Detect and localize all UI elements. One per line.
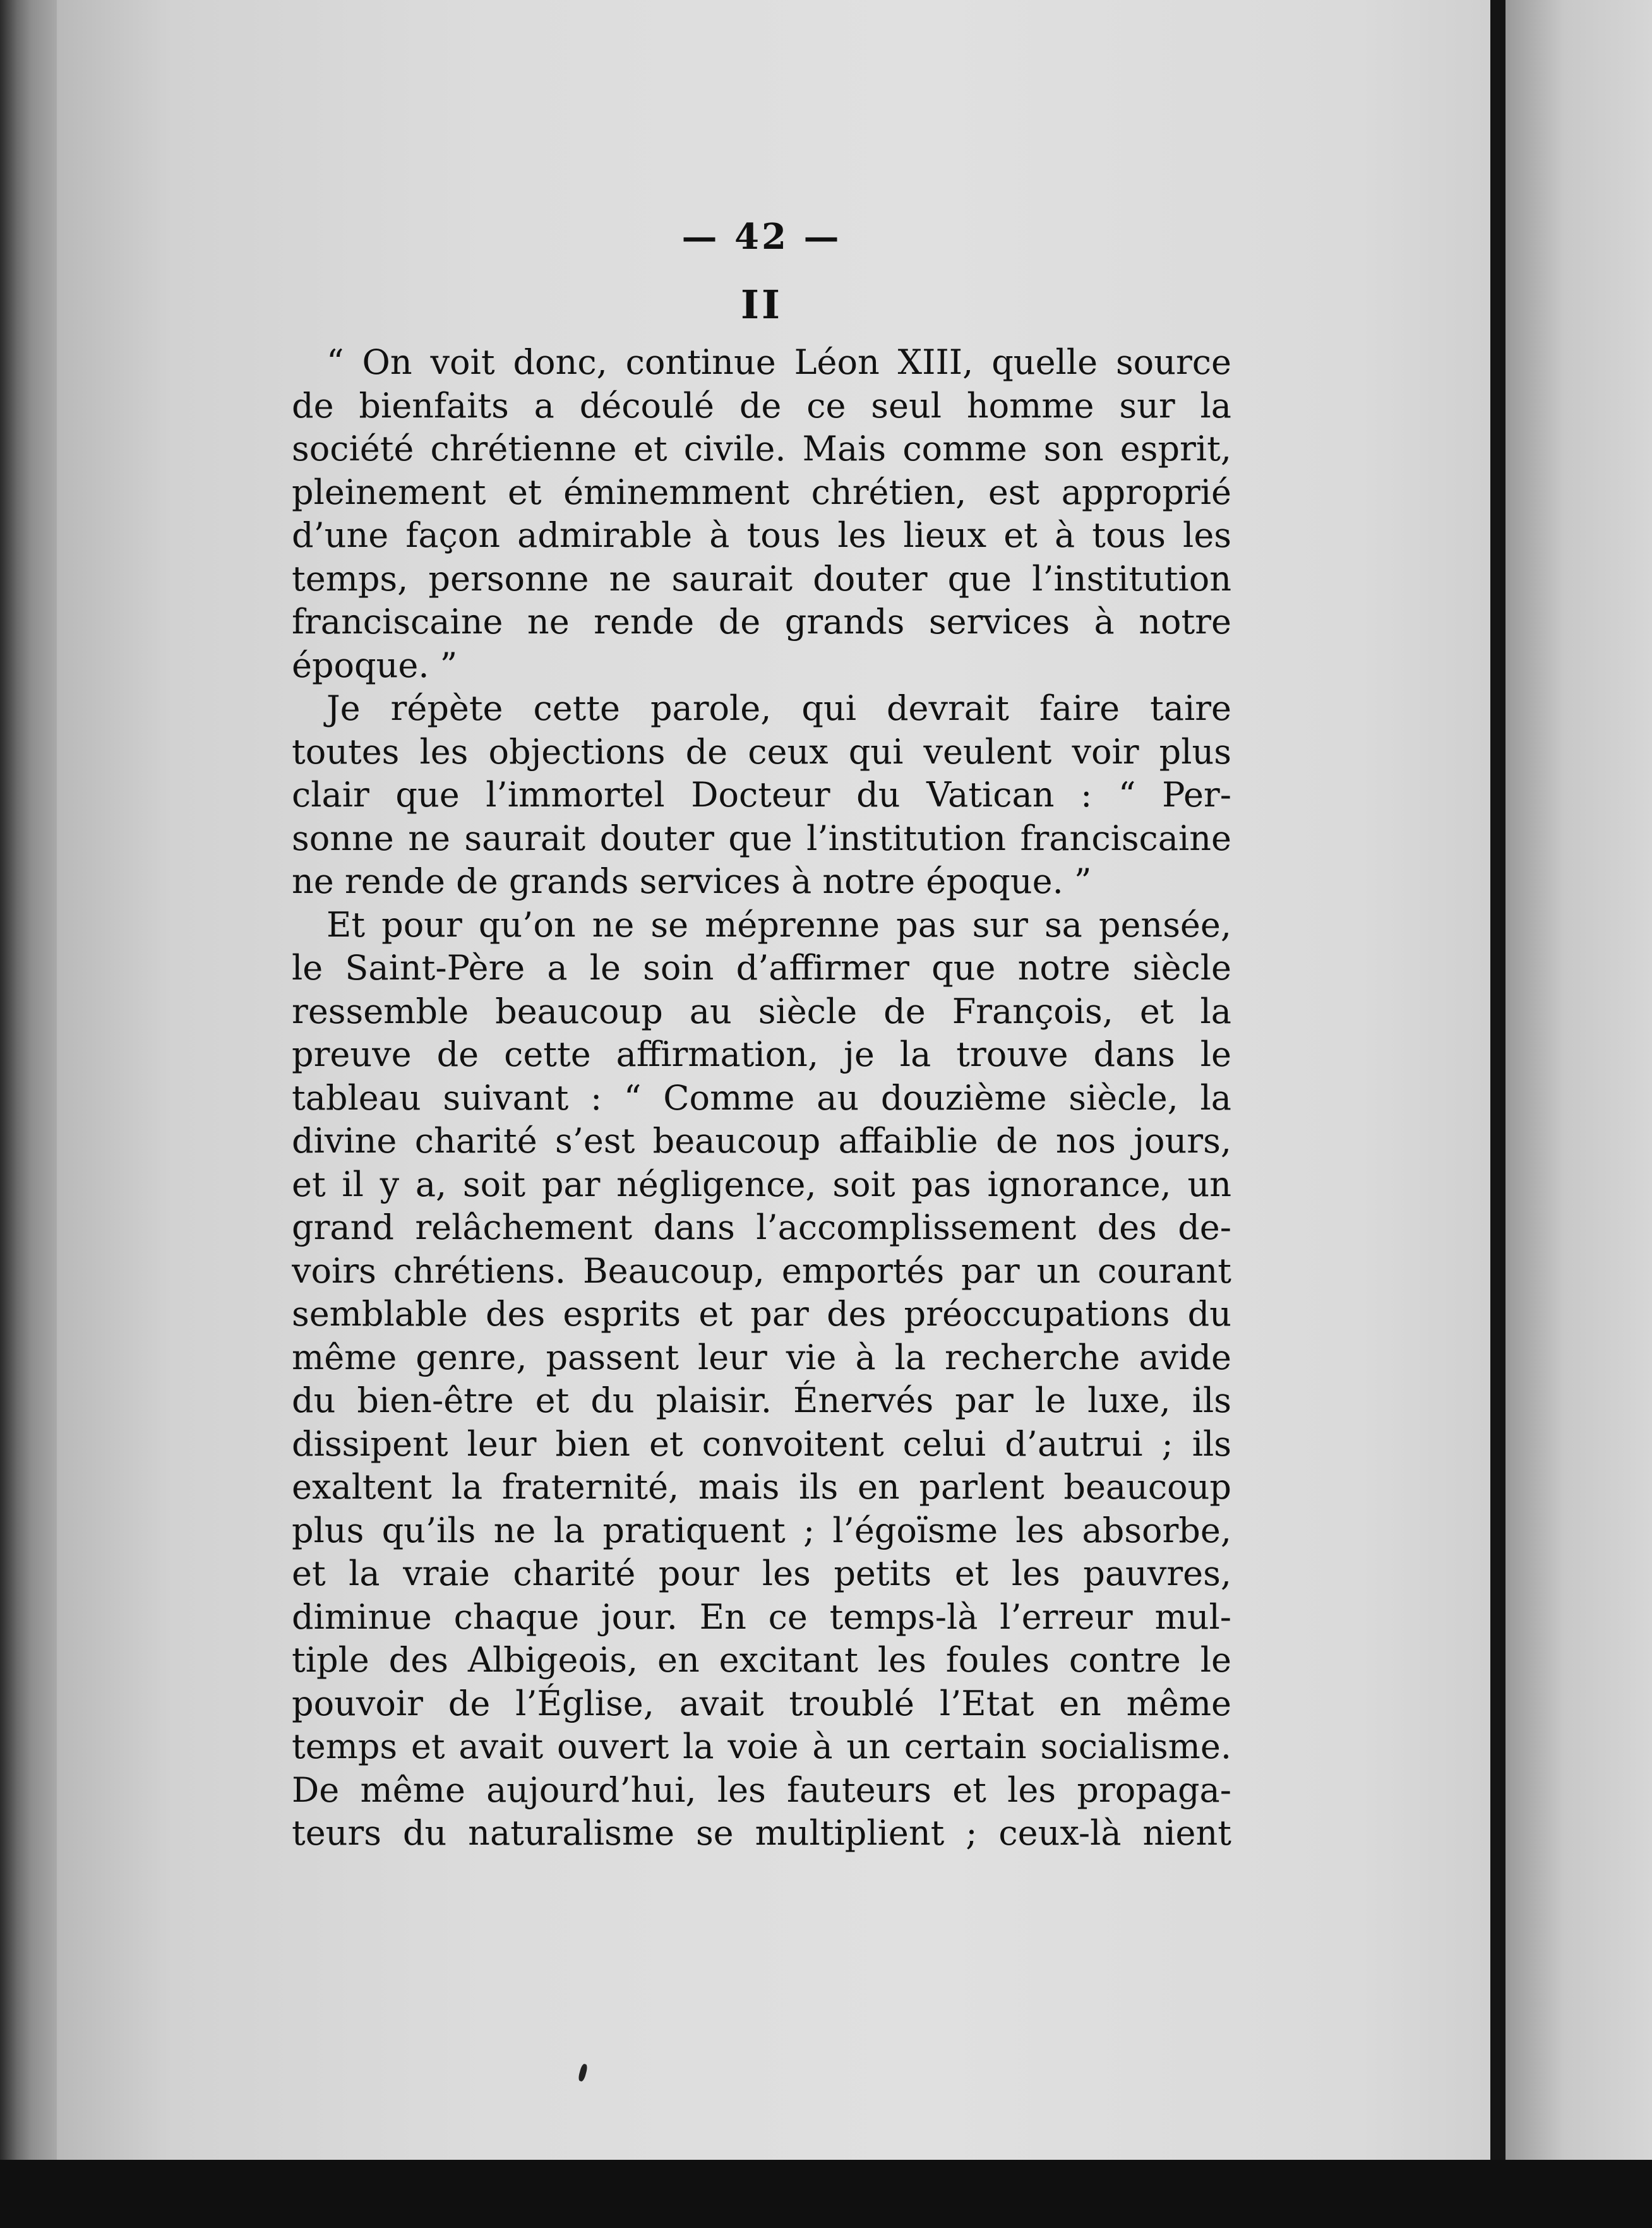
text-line: diminue chaque jour. En ce temps-là l’erreur mul- [292,1596,1231,1637]
text-line: plus qu’ils ne la pratiquent ; l’égoïsme les absorbe, [292,1510,1231,1550]
text-line: tableau suivant : “ Comme au douzième siècle, la [292,1077,1231,1118]
left-page-edge [0,0,57,2228]
text-line: même genre, passent leur vie à la recherche avide [292,1337,1231,1377]
text-line: époque. ” [292,645,458,685]
text-line: clair que l’immortel Docteur du Vatican : “ Per- [292,775,1231,815]
text-line: De même aujourd’hui, les fauteurs et les propaga- [292,1770,1231,1810]
text-line: d’une façon admirable à tous les lieux et à tous les [292,515,1231,555]
book-gutter [1490,0,1505,2228]
text-line: voirs chrétiens. Beaucoup, emportés par un courant [292,1250,1231,1291]
section-heading: II [740,282,782,328]
text-line: grand relâchement dans l’accomplissement des de- [292,1207,1231,1247]
scan-bottom-margin [0,2160,1652,2228]
text-line: de bienfaits a découlé de ce seul homme sur la [292,385,1231,426]
text-line: sonne ne saurait douter que l’institution franciscaine [292,818,1231,858]
text-line: Je répète cette parole, qui devrait faire taire [326,688,1231,728]
text-line: temps, personne ne saurait douter que l’institution [292,558,1231,599]
text-line: société chrétienne et civile. Mais comme son esprit, [292,429,1231,469]
text-line: le Saint-Père a le soin d’affirmer que notre siècle [292,948,1231,988]
text-line: dissipent leur bien et convoitent celui d’autrui ; ils [292,1423,1231,1464]
text-line: et la vraie charité pour les petits et les pauvres, [292,1554,1231,1593]
text-line: Et pour qu’on ne se méprenne pas sur sa pensée, [326,904,1231,945]
text-line: pouvoir de l’Église, avait troublé l’Etat en même [292,1683,1231,1723]
text-line: “ On voit donc, continue Léon XIII, quelle source [326,342,1231,382]
text-line: ne rende de grands services à notre époque. ” [292,861,1092,901]
text-line: divine charité s’est beaucoup affaiblie de nos jours, [292,1121,1231,1161]
text-line: du bien-être et du plaisir. Énervés par le luxe, ils [292,1381,1231,1420]
paragraph-2 [292,687,1231,904]
text-line: semblable des esprits et par des préoccupations du [292,1294,1231,1334]
text-line: ressemble beaucoup au siècle de François, et la [292,991,1231,1031]
text-line: preuve de cette affirmation, je la trouve dans le [292,1034,1231,1074]
text-line: et il y a, soit par négligence, soit pas ignorance, un [292,1164,1231,1204]
text-line: teurs du naturalisme se multiplient ; ceux-là nient [292,1813,1231,1853]
text-line: franciscaine ne rende de grands services à notre [292,602,1231,642]
paragraph-3 [292,904,1231,1855]
facing-page-edge [1505,0,1652,2166]
text-line: temps et avait ouvert la voie à un certain socialisme. [292,1727,1231,1766]
page-text [292,205,1231,1855]
text-line: toutes les objections de ceux qui veulent voir plus [292,731,1231,772]
text-line: exaltent la fraternité, mais ils en parlent beaucoup [292,1467,1231,1507]
text-line: tiple des Albigeois, en excitant les foules contre le [292,1640,1231,1680]
text-line: pleinement et éminemment chrétien, est approprié [292,472,1231,512]
paragraph-1 [292,341,1231,687]
page-number: — 42 — [681,216,842,258]
